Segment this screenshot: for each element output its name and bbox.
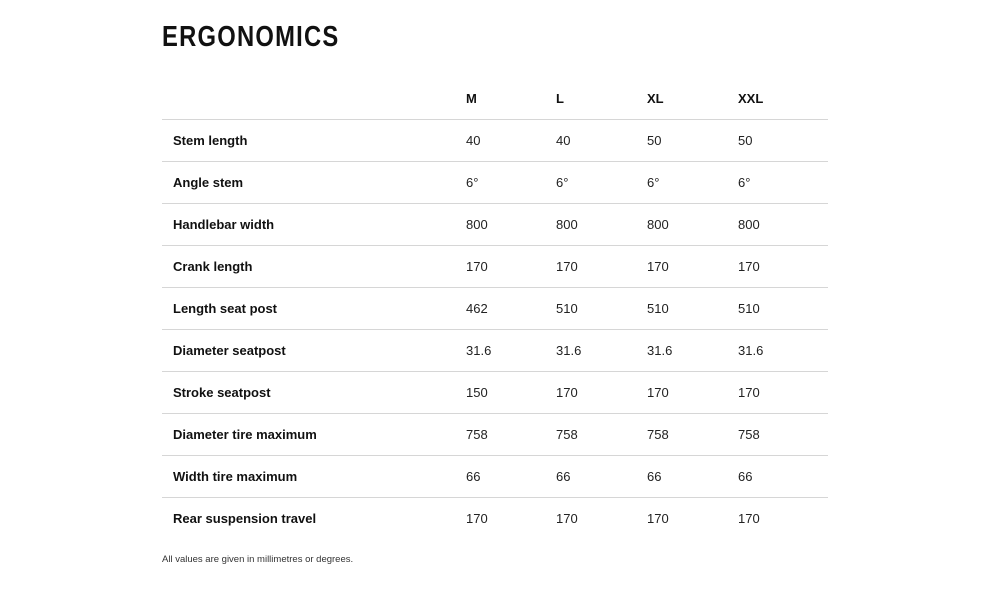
column-header-m: M — [465, 78, 555, 120]
table-cell: 800 — [737, 204, 828, 246]
table-cell: 6° — [465, 162, 555, 204]
row-label: Length seat post — [162, 288, 465, 330]
table-row — [162, 162, 828, 204]
row-label: Angle stem — [162, 162, 465, 204]
row-label: Diameter tire maximum — [162, 414, 465, 456]
table-row — [162, 120, 828, 162]
table-cell: 6° — [555, 162, 646, 204]
table-row — [162, 330, 828, 372]
table-cell: 31.6 — [737, 330, 828, 372]
table-header-row — [162, 78, 828, 120]
row-label: Crank length — [162, 246, 465, 288]
table-cell: 170 — [465, 246, 555, 288]
table-cell: 31.6 — [646, 330, 737, 372]
table-cell: 40 — [555, 120, 646, 162]
table-cell: 31.6 — [465, 330, 555, 372]
header-empty-cell — [162, 78, 465, 120]
ergonomics-table — [162, 78, 828, 539]
table-cell: 150 — [465, 372, 555, 414]
row-label: Handlebar width — [162, 204, 465, 246]
table-cell: 50 — [737, 120, 828, 162]
table-cell: 66 — [737, 456, 828, 498]
table-cell: 66 — [465, 456, 555, 498]
table-cell: 170 — [646, 372, 737, 414]
row-label: Stem length — [162, 120, 465, 162]
table-row — [162, 372, 828, 414]
table-row — [162, 288, 828, 330]
table-cell: 462 — [465, 288, 555, 330]
column-header-xxl: XXL — [737, 78, 828, 120]
table-cell: 40 — [465, 120, 555, 162]
table-cell: 170 — [737, 246, 828, 288]
table-row — [162, 204, 828, 246]
table-cell: 800 — [465, 204, 555, 246]
table-cell: 6° — [646, 162, 737, 204]
table-cell: 758 — [646, 414, 737, 456]
table-cell: 170 — [555, 372, 646, 414]
row-label: Diameter seatpost — [162, 330, 465, 372]
table-row — [162, 246, 828, 288]
table-cell: 800 — [555, 204, 646, 246]
table-cell: 170 — [556, 511, 578, 526]
table-cell: 800 — [646, 204, 737, 246]
table-cell: 758 — [555, 414, 646, 456]
table-cell: 170 — [738, 511, 760, 526]
units-footnote: All values are given in millimetres or degrees. — [162, 554, 354, 565]
row-label: Stroke seatpost — [162, 372, 465, 414]
table-cell: 6° — [737, 162, 828, 204]
page-title: ERGONOMICS — [162, 21, 340, 53]
table-row — [162, 414, 828, 456]
column-header-l: L — [555, 78, 646, 120]
row-label: Width tire maximum — [162, 456, 465, 498]
table-cell: 510 — [646, 288, 737, 330]
table-row — [162, 498, 828, 540]
table-cell: 510 — [737, 288, 828, 330]
table-cell: 31.6 — [555, 330, 646, 372]
table-cell: 170 — [555, 246, 646, 288]
column-header-xl: XL — [646, 78, 737, 120]
table-cell: 170 — [647, 511, 669, 526]
table-cell: 170 — [737, 372, 828, 414]
table-cell: 66 — [555, 456, 646, 498]
table-cell: 510 — [555, 288, 646, 330]
table-cell: 170 — [646, 246, 737, 288]
table-cell: 170 — [466, 511, 488, 526]
table-cell: 758 — [737, 414, 828, 456]
row-label: Rear suspension travel — [173, 511, 317, 526]
table-cell: 66 — [646, 456, 737, 498]
table-cell: 50 — [646, 120, 737, 162]
table-row — [162, 456, 828, 498]
table-cell: 758 — [465, 414, 555, 456]
